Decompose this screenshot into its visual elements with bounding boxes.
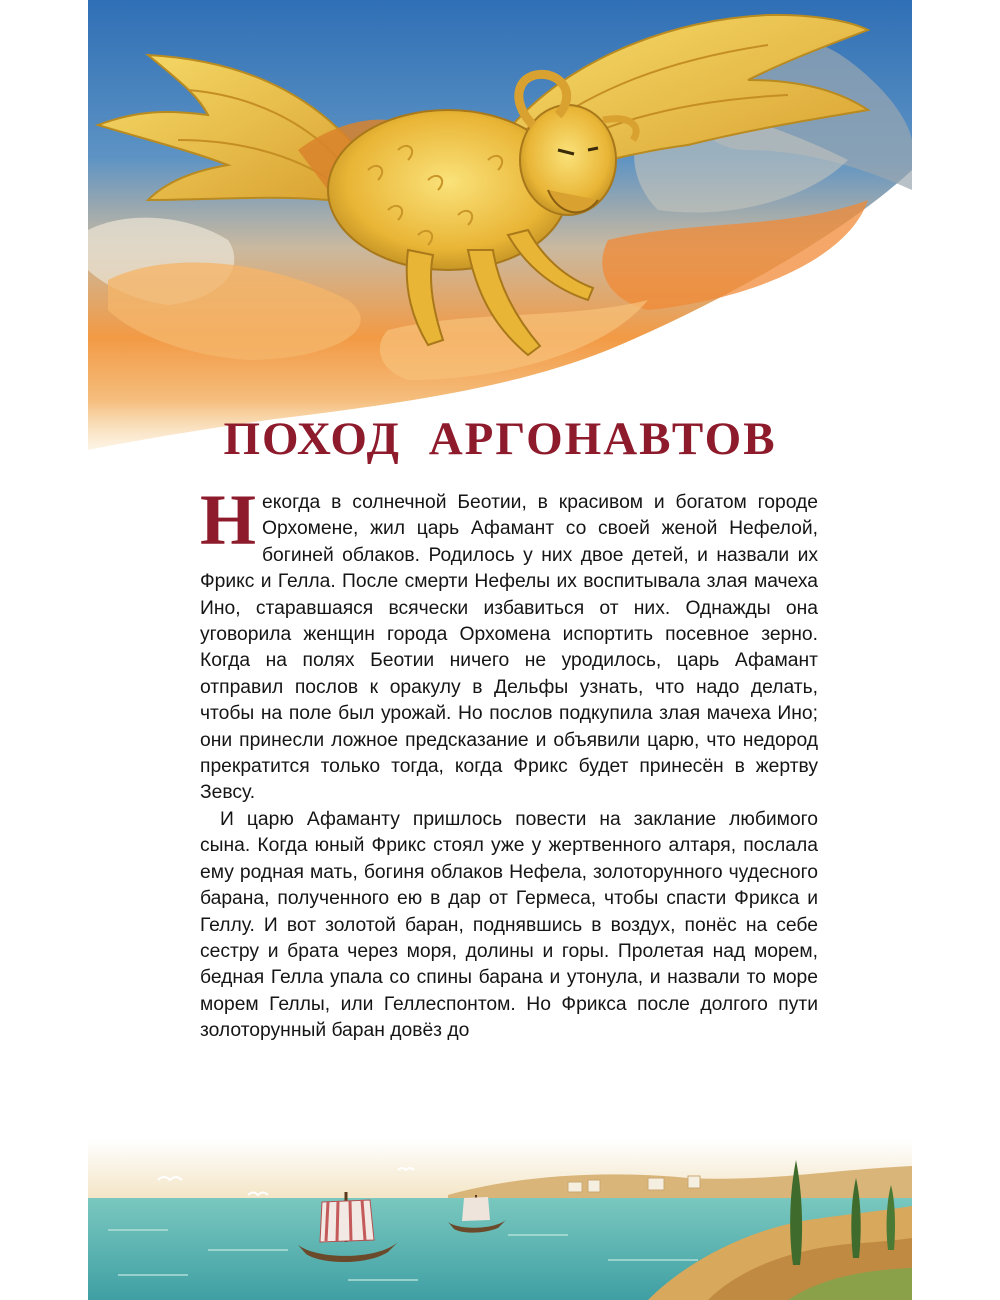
story-text [200, 480, 818, 1045]
book-page [88, 0, 912, 1300]
golden-ram-illustration [88, 0, 912, 470]
drop-cap-letter: Н [200, 480, 257, 560]
paragraph-1 [200, 480, 818, 807]
paragraph-1-text: екогда в солнечной Беотии, в красивом и богатом городе Орхомене, жил царь Афамант со своей женой Нефелой, богиней облаков. Родилось у них двое детей, и назвали их Фрикс и Гелла. После смерти Нефелы их воспитывала злая мачеха Ино, старавшаяся всячески избавиться от них. Однажды она уговорила женщин города Орхомена испортить посевное зерно. Когда на полях Беотии ничего не уродилось, царь Афамант отправил послов к оракулу в Дельфы узнать, что надо делать, чтобы на поле был урожай. Но послов подкупила злая мачеха Ино; они принесли ложное предсказание и объявили царю, что недород прекратится только тогда, когда Фрикс будет принесён в жертву Зевсу. [200, 492, 818, 804]
story-title: ПОХОД АРГОНАВТОВ [223, 413, 777, 465]
paragraph-2: И царю Афаманту пришлось повести на заклание любимого сына. Когда юный Фрикс стоял уже у жертвенного алтаря, послала ему родная мать, богиня облаков Нефела, золоторунного чудесного барана, полученного ею в дар от Гермеса, чтобы спасти Фрикса и Геллу. И вот золотой баран, поднявшись в воздух, понёс на себе сестру и брата через моря, долины и горы. Пролетая над морем, бедная Гелла упала со спины барана и утонула, и назвали то море морем Геллы, или Геллеспонтом. Но Фрикса после долгого пути золоторунный баран довёз до [200, 808, 818, 1042]
sea-coast-illustration [88, 1140, 912, 1300]
